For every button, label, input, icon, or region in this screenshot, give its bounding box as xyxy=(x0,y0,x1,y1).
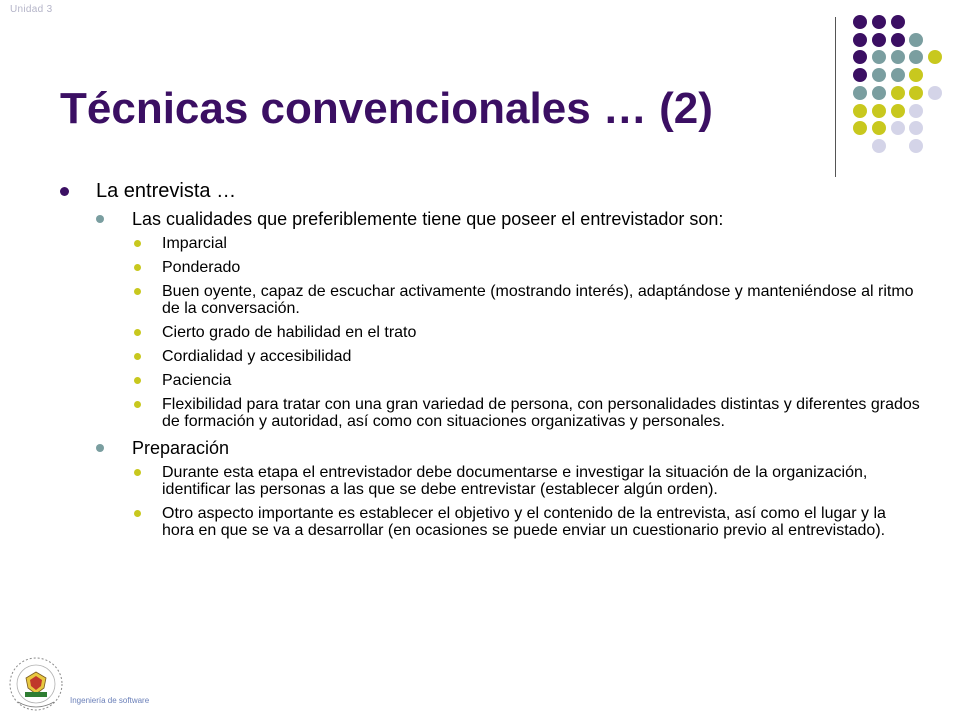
qualities-heading: Las cualidades que preferiblemente tiene que poseer el entrevistador son: xyxy=(132,209,724,229)
decor-dot xyxy=(853,50,867,64)
bullet-dot-icon xyxy=(96,215,104,223)
sub-list xyxy=(96,209,920,539)
quality-text: Buen oyente, capaz de escuchar activamente (mostrando interés), adaptándose y manteniéndose al ritmo de la conversación. xyxy=(162,283,914,317)
list-item xyxy=(60,180,920,539)
bullet-dot-icon xyxy=(134,240,141,247)
list-item xyxy=(132,464,920,498)
list-item xyxy=(132,283,920,317)
decor-dot xyxy=(909,86,923,100)
decor-dot xyxy=(872,104,886,118)
decor-dot xyxy=(853,33,867,47)
qualities-list xyxy=(132,235,920,430)
decor-dot xyxy=(872,68,886,82)
decor-dot xyxy=(872,121,886,135)
unit-label: Unidad 3 xyxy=(10,4,53,15)
bullet-dot-icon xyxy=(96,444,104,452)
footer-course-label: Ingeniería de software xyxy=(70,696,150,705)
bullet-dot-icon xyxy=(60,187,69,196)
decor-dot xyxy=(891,33,905,47)
bullet-list xyxy=(60,180,920,539)
decor-dot xyxy=(872,33,886,47)
bullet-dot-icon xyxy=(134,353,141,360)
slide-body xyxy=(60,180,920,546)
preparation-text: Durante esta etapa el entrevistador debe documentarse e investigar la situación de la organización, identificar las personas a las que se debe entrevistar (establecer algún orden). xyxy=(162,464,868,498)
list-item xyxy=(96,438,920,539)
list-item xyxy=(96,209,920,430)
list-item xyxy=(132,235,920,252)
bullet-dot-icon xyxy=(134,288,141,295)
decor-dot xyxy=(909,50,923,64)
topic-text: La entrevista … xyxy=(96,180,237,202)
decor-dot xyxy=(853,121,867,135)
bullet-dot-icon xyxy=(134,469,141,476)
quality-text: Cordialidad y accesibilidad xyxy=(162,348,352,365)
decor-dot xyxy=(909,104,923,118)
decorative-dot-grid xyxy=(0,0,960,160)
decor-dot xyxy=(872,50,886,64)
decor-dot xyxy=(891,121,905,135)
decor-dot xyxy=(872,15,886,29)
list-item xyxy=(132,259,920,276)
list-item xyxy=(132,505,920,539)
decor-dot xyxy=(891,50,905,64)
bullet-dot-icon xyxy=(134,377,141,384)
list-item xyxy=(132,372,920,389)
decor-dot xyxy=(909,33,923,47)
list-item xyxy=(132,348,920,365)
bullet-dot-icon xyxy=(134,510,141,517)
quality-text: Imparcial xyxy=(162,235,227,252)
list-item xyxy=(132,324,920,341)
preparation-list xyxy=(132,464,920,539)
quality-text: Flexibilidad para tratar con una gran variedad de persona, con personalidades distintas y diferentes grados de formación y autoridad, así como con situaciones organizativas y personales. xyxy=(162,396,920,430)
slide-title: Técnicas convencionales … (2) xyxy=(60,84,713,133)
bullet-dot-icon xyxy=(134,329,141,336)
decor-dot xyxy=(928,50,942,64)
preparation-heading: Preparación xyxy=(132,438,230,458)
quality-text: Cierto grado de habilidad en el trato xyxy=(162,324,417,341)
list-item xyxy=(132,396,920,430)
decor-dot xyxy=(872,86,886,100)
bullet-dot-icon xyxy=(134,401,141,408)
decor-dot xyxy=(891,15,905,29)
decor-dot xyxy=(928,86,942,100)
bullet-dot-icon xyxy=(134,264,141,271)
decor-dot xyxy=(872,139,886,153)
decor-dot xyxy=(909,139,923,153)
quality-text: Ponderado xyxy=(162,259,241,276)
decor-dot xyxy=(909,68,923,82)
decor-dot xyxy=(891,86,905,100)
preparation-text: Otro aspecto importante es establecer el objetivo y el contenido de la entrevista, así como el lugar y la hora en que se va a desarrollar (en ocasiones se puede enviar un cuestionario previo al entrevistado). xyxy=(162,505,886,539)
decor-dot xyxy=(853,68,867,82)
header-divider xyxy=(835,17,836,177)
university-seal-icon xyxy=(8,654,64,716)
decor-dot xyxy=(853,86,867,100)
decor-dot xyxy=(853,15,867,29)
quality-text: Paciencia xyxy=(162,372,232,389)
decor-dot xyxy=(891,104,905,118)
decor-dot xyxy=(891,68,905,82)
decor-dot xyxy=(853,104,867,118)
decor-dot xyxy=(909,121,923,135)
